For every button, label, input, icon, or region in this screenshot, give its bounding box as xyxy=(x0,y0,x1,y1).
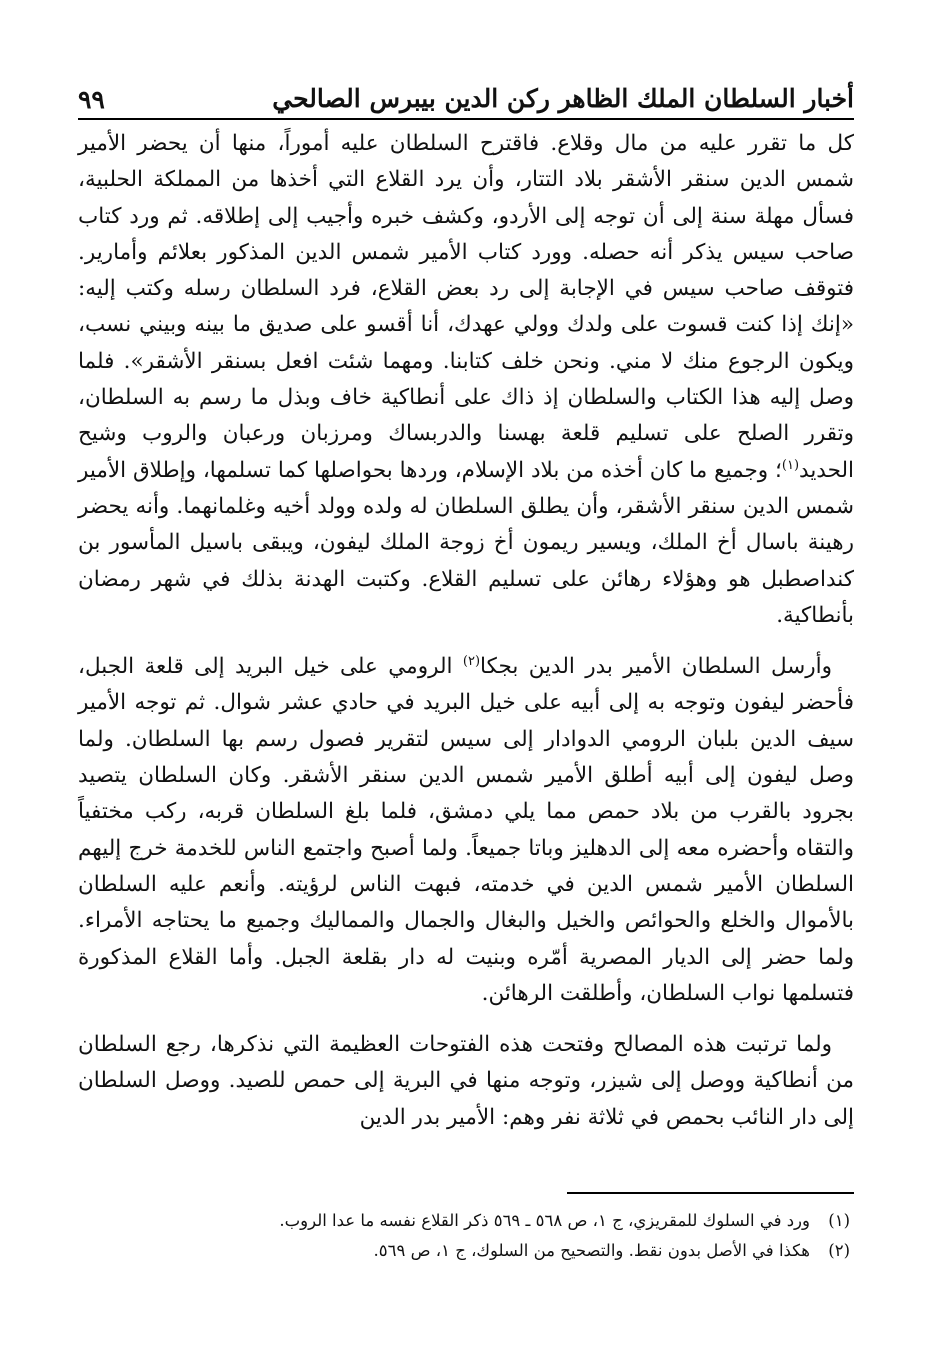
page-number: ٩٩ xyxy=(78,85,105,114)
body-text xyxy=(78,126,854,1136)
paragraph-2-text-b: الرومي على خيل البريد إلى قلعة الجبل، فأحضر ليفون وتوجه به إلى أبيه على خيل البريد في حادي عشر شوال. ثم توجه الأمير سيف الدين بلبان الرومي الدوادار إلى سيس لتقرير فصول رسم بها السلطان. ولما وصل ليفون إلى أبيه أطلق الأمير شمس الدين سنقر الأشقر. وكان السلطان يتصيد بجرود بالقرب من بلاد حمص مما يلي دمشق، فلما بلغ السلطان قربه، ركب مختفياً والتقاه وأحضره معه إلى الدهليز وباتا جميعاً. ولما أصبح واجتمع الناس للخدمة خرج إليهم السلطان الأمير شمس الدين في خدمته، فبهت الناس لرؤيته. وأنعم عليه السلطان بالأموال والخلع والحوائص والخيل والبغال والجمال والمماليك وجميع ما يحتاجه الأمراء. ولما حضر إلى الديار المصرية أمّره وبنيت له دار بقلعة الجبل. وأما القلاع المذكورة فتسلمها نواب السلطان، وأطلقت الرهائن. xyxy=(78,654,854,1006)
footnote-1 xyxy=(78,1206,850,1236)
footnotes xyxy=(78,1206,850,1266)
paragraph-1 xyxy=(78,126,854,634)
footnote-1-text: ورد في السلوك للمقريزي، ج ١، ص ٥٦٨ ـ ٥٦٩ ذكر القلاع نفسه ما عدا الروب. xyxy=(279,1211,810,1230)
running-title: أخبار السلطان الملك الظاهر ركن الدين بيبرس الصالحي xyxy=(272,84,854,113)
running-header xyxy=(78,72,854,120)
paragraph-1-text-b: ؛ وجميع ما كان أخذه من بلاد الإسلام، وردها بحواصلها كما تسلمها، وإطلاق الأمير شمس الدين سنقر الأشقر، وأن يطلق السلطان له ولده وولد أخيه وغلمانهما. وأنه يحضر رهينة باسال أخ الملك، ويسير ريمون أخ زوجة الملك ليفون، ويبقى باسيل المأسور بن كنداصطبل هو وهؤلاء رهائن على تسليم القلاع. وكتبت الهدنة بذلك في شهر رمضان بأنطاكية. xyxy=(78,457,854,628)
footnote-2-marker: (٢) xyxy=(828,1241,850,1260)
footnote-2 xyxy=(78,1236,850,1266)
footnote-1-marker: (١) xyxy=(828,1211,850,1230)
paragraph-2 xyxy=(78,649,854,1012)
footnote-ref-2[interactable]: (٢) xyxy=(462,654,481,669)
footnote-divider xyxy=(567,1192,854,1194)
footnote-2-text: هكذا في الأصل بدون نقط. والتصحيح من السلوك، ج ١، ص ٥٦٩. xyxy=(373,1241,810,1260)
paragraph-1-text-a: كل ما تقرر عليه من مال وقلاع. فاقترح السلطان عليه أموراً، منها أن يحضر الأمير شمس الدين سنقر الأشقر بلاد التتار، وأن يرد القلاع التي أخذها من المملكة الحلبية، فسأل مهلة سنة إلى أن توجه إلى الأردو، وكشف خبره وأجيب إلى إطلاقه. ثم ورد كتاب صاحب سيس يذكر أنه حصله. وورد كتاب الأمير شمس الدين المذكور بعلائم وأمارير. فتوقف صاحب سيس في الإجابة إلى رد بعض القلاع، فرد السلطان رسله وكتب إليه: «إنك إذا كنت قسوت على ولدك وولي عهدك، أنا أقسو على صديق ما بينه وبيني نسب، ويكون الرجوع منك لا مني. ونحن خلف كتابنا. ومهما شئت افعل بسنقر الأشقر». فلما وصل إليه هذا الكتاب والسلطان إذ ذاك على أنطاكية خاف وبذل ما رسم به السلطان، وتقرر الصلح على تسليم قلعة بهسنا والدربساك ومرزبان ورعبان والروب وشيح الحديد xyxy=(78,131,854,483)
footnote-ref-1[interactable]: (١) xyxy=(781,457,800,473)
paragraph-2-text-a: وأرسل السلطان الأمير بدر الدين بجكا xyxy=(480,654,833,680)
paragraph-3: ولما ترتبت هذه المصالح وفتحت هذه الفتوحات العظيمة التي نذكرها، رجع السلطان من أنطاكية ووصل إلى شيزر، وتوجه منها في البرية إلى حمص للصيد. ووصل السلطان إلى دار النائب بحمص في ثلاثة نفر وهم: الأمير بدر الدين xyxy=(78,1032,854,1130)
